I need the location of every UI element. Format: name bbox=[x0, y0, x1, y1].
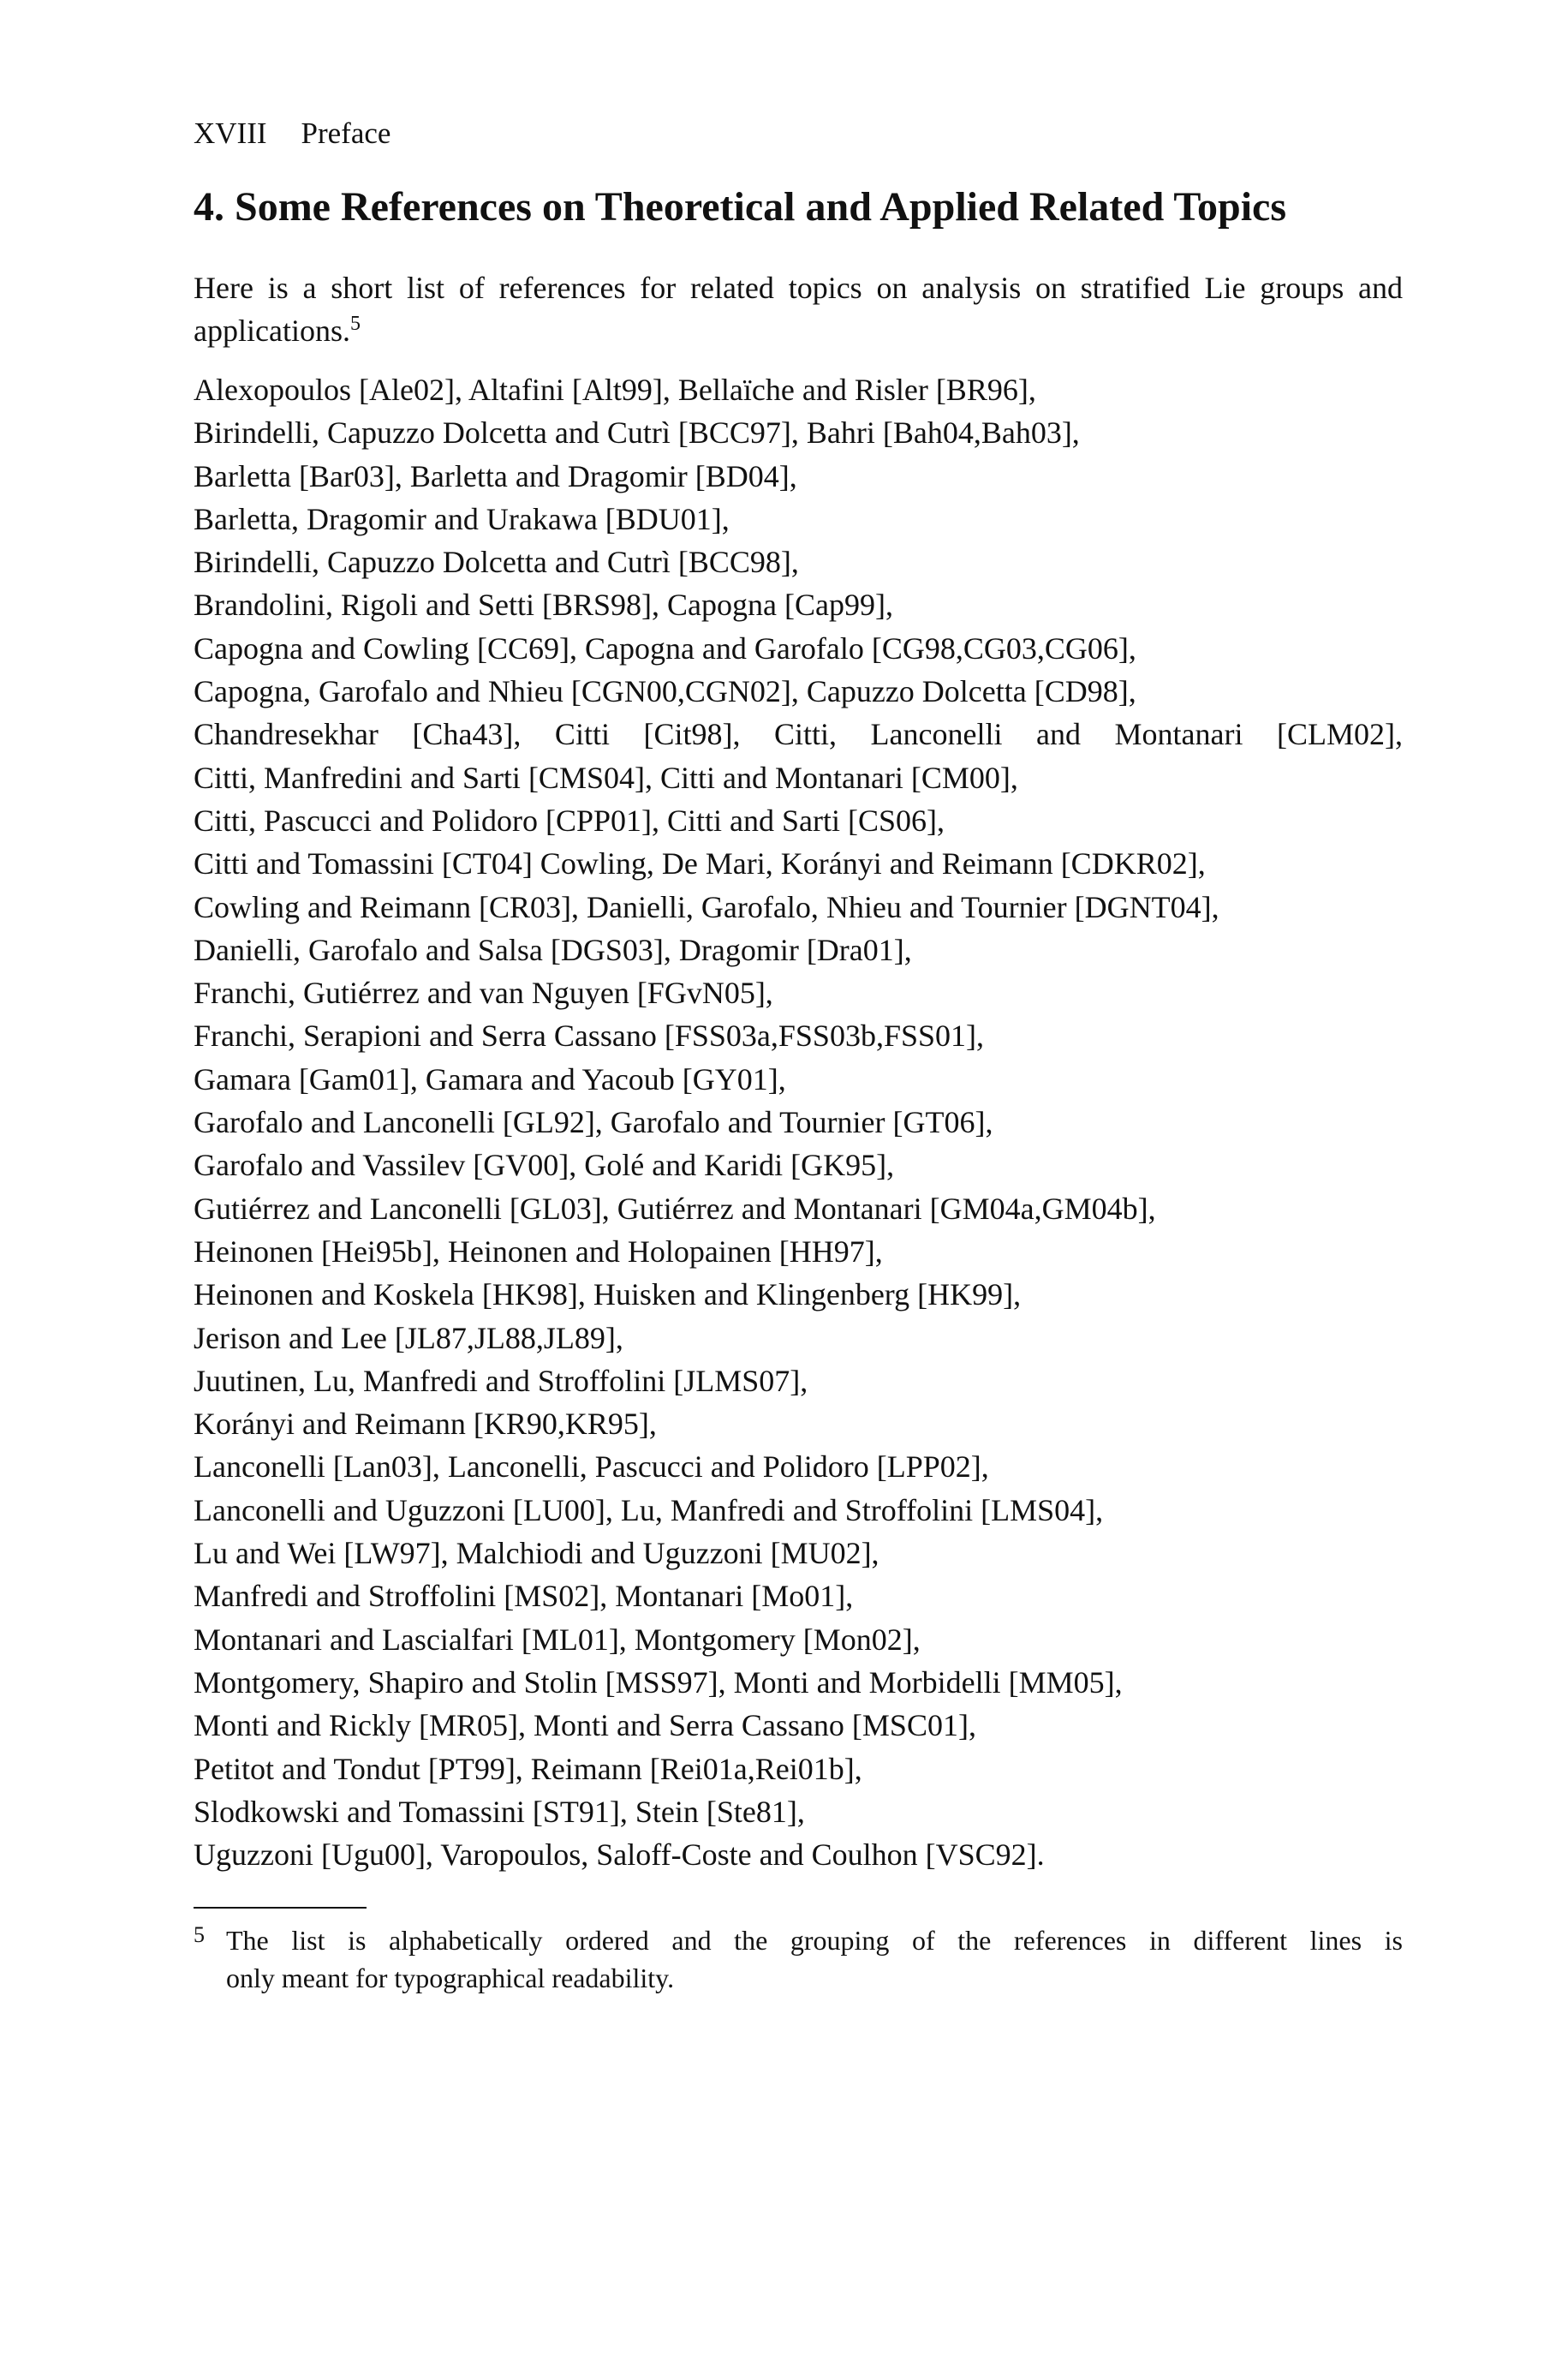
reference-line: Brandolini, Rigoli and Setti [BRS98], Capogna [Cap99], bbox=[194, 588, 893, 623]
footnote-text bbox=[194, 1921, 1403, 1997]
section-title: 4. Some References on Theoretical and Applied Related Topics bbox=[194, 184, 1287, 230]
reference-line: Barletta [Bar03], Barletta and Dragomir [BD04], bbox=[194, 458, 797, 493]
reference-line: Birindelli, Capuzzo Dolcetta and Cutrì [BCC97], Bahri [Bah04,Bah03], bbox=[194, 415, 1080, 451]
reference-line: Birindelli, Capuzzo Dolcetta and Cutrì [BCC98], bbox=[194, 545, 799, 580]
reference-line: Garofalo and Vassilev [GV00], Golé and Karidi [GK95], bbox=[194, 1148, 895, 1183]
reference-line: Garofalo and Lanconelli [GL92], Garofalo and Tournier [GT06], bbox=[194, 1105, 993, 1140]
reference-line: Heinonen [Hei95b], Heinonen and Holopainen [HH97], bbox=[194, 1234, 883, 1269]
reference-line: Capogna and Cowling [CC69], Capogna and Garofalo [CG98,CG03,CG06], bbox=[194, 630, 1136, 666]
reference-line: Gamara [Gam01], Gamara and Yacoub [GY01], bbox=[194, 1061, 786, 1096]
reference-line: Barletta, Dragomir and Urakawa [BDU01], bbox=[194, 501, 730, 536]
reference-line: Uguzzoni [Ugu00], Varopoulos, Saloff-Coste and Coulhon [VSC92]. bbox=[194, 1837, 1045, 1873]
reference-line: Citti and Tomassini [CT04] Cowling, De Mari, Korányi and Reimann [CDKR02], bbox=[194, 846, 1206, 881]
footnote-line: The list is alphabetically ordered and the grouping of the references in different lines is bbox=[226, 1925, 1403, 1956]
running-head-title: Preface bbox=[301, 117, 391, 150]
reference-line: Franchi, Gutiérrez and van Nguyen [FGvN05], bbox=[194, 976, 773, 1011]
reference-line: Petitot and Tondut [PT99], Reimann [Rei01a,Rei01b], bbox=[194, 1751, 862, 1786]
reference-line: Lu and Wei [LW97], Malchiodi and Uguzzoni [MU02], bbox=[194, 1536, 879, 1571]
reference-line: Citti, Manfredini and Sarti [CMS04], Citti and Montanari [CM00], bbox=[194, 760, 1018, 795]
reference-line: Cowling and Reimann [CR03], Danielli, Garofalo, Nhieu and Tournier [DGNT04], bbox=[194, 889, 1219, 924]
reference-line: Franchi, Serapioni and Serra Cassano [FSS03a,FSS03b,FSS01], bbox=[194, 1019, 985, 1054]
reference-line: Alexopoulos [Ale02], Altafini [Alt99], Bellaïche and Risler [BR96], bbox=[194, 373, 1036, 407]
reference-line: Jerison and Lee [JL87,JL88,JL89], bbox=[194, 1320, 623, 1355]
reference-line: Capogna, Garofalo and Nhieu [CGN00,CGN02], Capuzzo Dolcetta [CD98], bbox=[194, 674, 1136, 709]
footnote bbox=[194, 1921, 1403, 1997]
reference-line: Montanari and Lascialfari [ML01], Montgomery [Mon02], bbox=[194, 1622, 921, 1657]
reference-line: Manfredi and Stroffolini [MS02], Montanari [Mo01], bbox=[194, 1579, 854, 1614]
reference-line: Juutinen, Lu, Manfredi and Stroffolini [JLMS07], bbox=[194, 1363, 808, 1398]
reference-line: Korányi and Reimann [KR90,KR95], bbox=[194, 1407, 657, 1442]
reference-list bbox=[194, 368, 1403, 1876]
reference-line: Lanconelli and Uguzzoni [LU00], Lu, Manfredi and Stroffolini [LMS04], bbox=[194, 1492, 1104, 1527]
intro-paragraph bbox=[194, 266, 1403, 352]
reference-line: Lanconelli [Lan03], Lanconelli, Pascucci and Polidoro [LPP02], bbox=[194, 1449, 989, 1485]
footnote-number: 5 bbox=[194, 1922, 205, 1947]
reference-line: Chandresekhar [Cha43], Citti [Cit98], Citti, Lanconelli and Montanari [CLM02], bbox=[194, 717, 1403, 752]
reference-line: Monti and Rickly [MR05], Monti and Serra Cassano [MSC01], bbox=[194, 1708, 976, 1743]
reference-line: Heinonen and Koskela [HK98], Huisken and Klingenberg [HK99], bbox=[194, 1277, 1022, 1312]
reference-line: Gutiérrez and Lanconelli [GL03], Gutiérrez and Montanari [GM04a,GM04b], bbox=[194, 1191, 1156, 1226]
intro-text: Here is a short list of references for related topics on analysis on stratified Lie groups and applications. bbox=[194, 271, 1403, 348]
footnote-rule bbox=[194, 1907, 367, 1909]
reference-line: Citti, Pascucci and Polidoro [CPP01], Citti and Sarti [CS06], bbox=[194, 803, 945, 838]
reference-line: Danielli, Garofalo and Salsa [DGS03], Dragomir [Dra01], bbox=[194, 932, 912, 967]
reference-line: Montgomery, Shapiro and Stolin [MSS97], Monti and Morbidelli [MM05], bbox=[194, 1664, 1123, 1700]
page-number: XVIII bbox=[194, 117, 267, 150]
reference-line: Slodkowski and Tomassini [ST91], Stein [Ste81], bbox=[194, 1794, 805, 1829]
footnote-line: only meant for typographical readability. bbox=[226, 1963, 675, 1993]
footnote-mark: 5 bbox=[349, 313, 361, 335]
running-head bbox=[194, 115, 391, 152]
